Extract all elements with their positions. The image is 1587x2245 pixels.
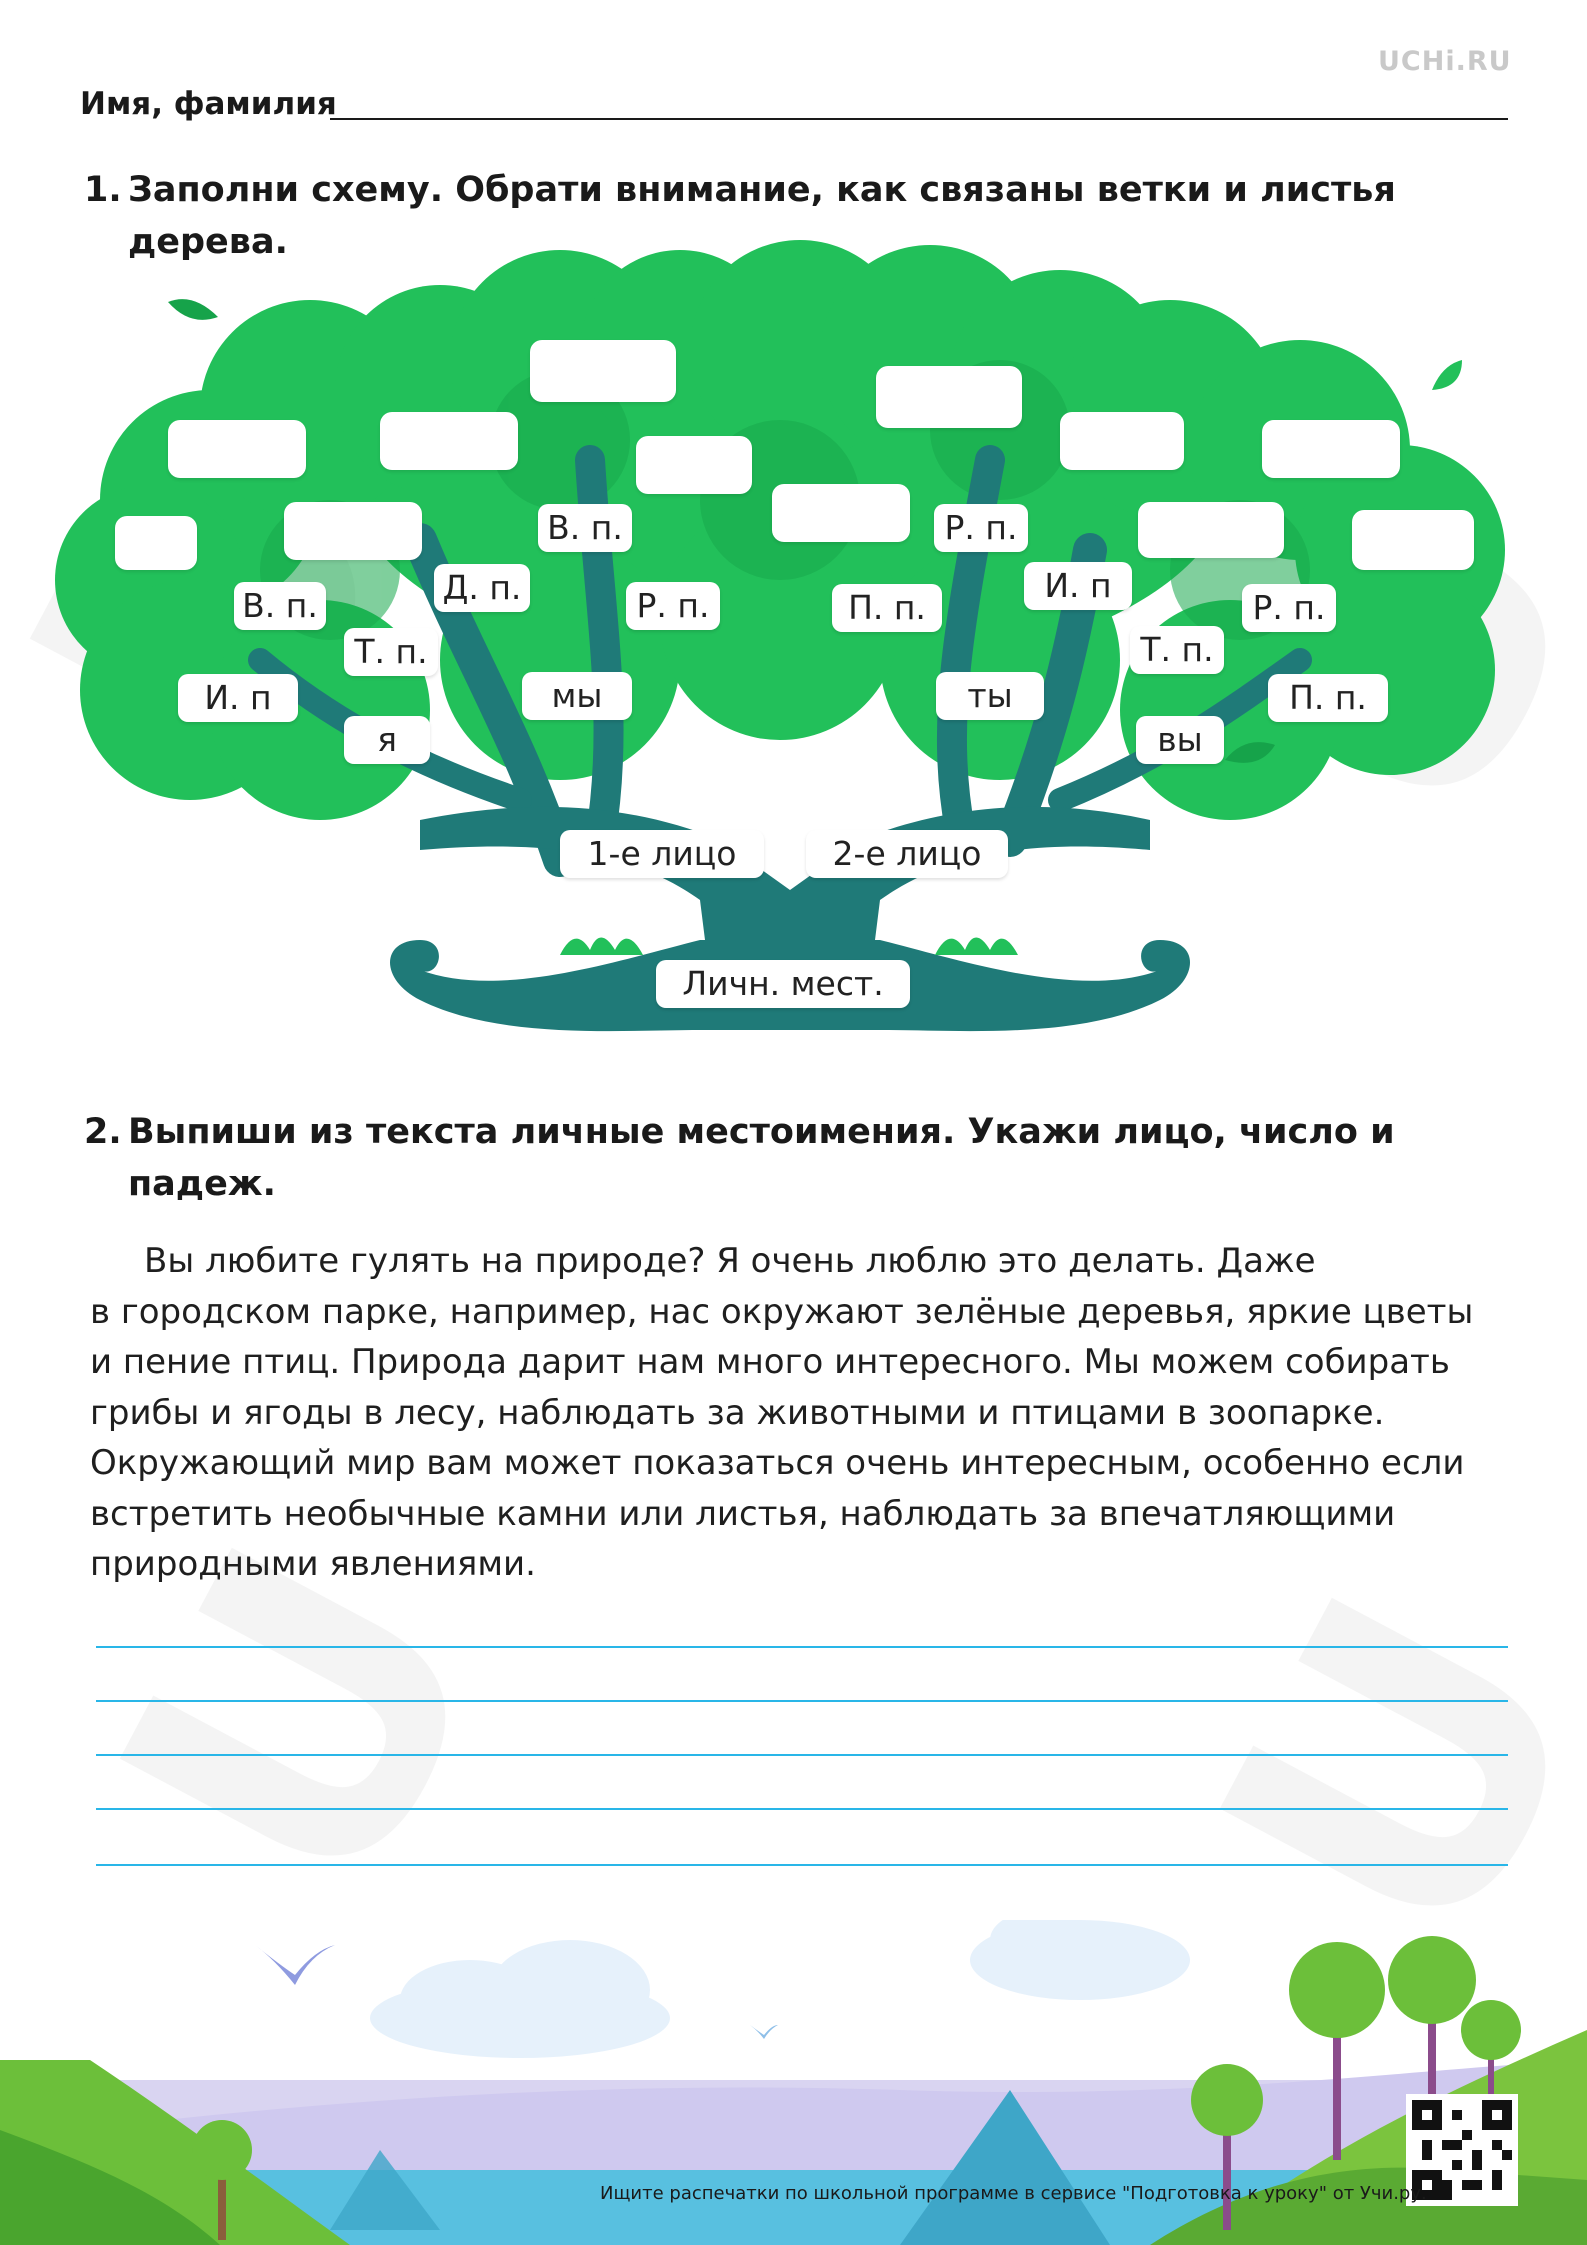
root-label: Личн. мест. bbox=[656, 960, 910, 1008]
answer-box[interactable] bbox=[772, 484, 910, 542]
task-number: 2. bbox=[84, 1112, 122, 1152]
case-label: Р. п. bbox=[1242, 584, 1336, 632]
pronoun-ya: я bbox=[344, 716, 430, 764]
answer-box[interactable] bbox=[1138, 502, 1284, 558]
case-label: Т. п. bbox=[344, 628, 438, 676]
answer-box[interactable] bbox=[1262, 420, 1400, 478]
case-label: И. п bbox=[1024, 562, 1132, 610]
passage-line: Окружающий мир вам может показаться очень интересным, особенно если bbox=[90, 1443, 1465, 1483]
case-label: И. п bbox=[178, 674, 298, 722]
task-text: Выпиши из текста личные местоимения. Укажи лицо, число и падеж. bbox=[128, 1112, 1395, 1204]
answer-box[interactable] bbox=[115, 516, 197, 570]
answer-line[interactable] bbox=[96, 1864, 1508, 1866]
brand-logo: UCHi.RU bbox=[1378, 46, 1512, 77]
answer-box[interactable] bbox=[1352, 510, 1474, 570]
answer-line[interactable] bbox=[96, 1808, 1508, 1810]
branch-first-person: 1-е лицо bbox=[560, 830, 764, 878]
answer-box[interactable] bbox=[380, 412, 518, 470]
answer-box[interactable] bbox=[284, 502, 422, 560]
passage-line: природными явлениями. bbox=[90, 1544, 536, 1584]
case-label: П. п. bbox=[1268, 674, 1388, 722]
case-label: Р. п. bbox=[626, 582, 720, 630]
passage-line: грибы и ягоды в лесу, наблюдать за животными и птицами в зоопарке. bbox=[90, 1392, 1385, 1433]
pronoun-vy: вы bbox=[1136, 716, 1224, 764]
answer-box[interactable] bbox=[530, 340, 676, 402]
answer-line[interactable] bbox=[96, 1646, 1508, 1648]
answer-box[interactable] bbox=[636, 436, 752, 494]
task-text: Заполни схему. Обрати внимание, как связаны ветки и листья дерева. bbox=[128, 170, 1396, 262]
case-label: П. п. bbox=[832, 584, 942, 632]
footer-text: Ищите распечатки по школьной программе в сервисе "Подготовка к уроку" от Учи.ру. bbox=[600, 2183, 1427, 2204]
case-label: В. п. bbox=[538, 504, 632, 552]
case-label: Т. п. bbox=[1130, 626, 1224, 674]
name-line[interactable] bbox=[330, 118, 1508, 120]
case-label: Р. п. bbox=[934, 504, 1028, 552]
answer-box[interactable] bbox=[1060, 412, 1184, 470]
passage-line: Вы любите гулять на природе? Я очень люблю это делать. Даже bbox=[90, 1241, 1316, 1281]
passage-line: и пение птиц. Природа дарит нам много интересного. Мы можем собирать bbox=[90, 1342, 1450, 1382]
task-2-heading bbox=[84, 1106, 1404, 1210]
answer-box[interactable] bbox=[168, 420, 306, 478]
pronoun-tree-diagram bbox=[0, 240, 1587, 1080]
case-label: Д. п. bbox=[434, 564, 530, 612]
passage-line: встретить необычные камни или листья, наблюдать за впечатляющими bbox=[90, 1493, 1396, 1534]
answer-line[interactable] bbox=[96, 1700, 1508, 1702]
pronoun-ty: ты bbox=[936, 672, 1044, 720]
qr-code-icon bbox=[1412, 2100, 1512, 2200]
task-number: 1. bbox=[84, 170, 122, 210]
answer-line[interactable] bbox=[96, 1754, 1508, 1756]
passage-line: в городском парке, например, нас окружают зелёные деревья, яркие цветы bbox=[90, 1291, 1474, 1332]
case-label: В. п. bbox=[234, 582, 326, 630]
name-label: Имя, фамилия bbox=[80, 86, 337, 122]
pronoun-my: мы bbox=[522, 672, 632, 720]
answer-box[interactable] bbox=[876, 366, 1022, 428]
branch-second-person: 2-е лицо bbox=[806, 830, 1008, 878]
reading-passage bbox=[90, 1236, 1510, 1590]
tree-illustration bbox=[0, 240, 1587, 1080]
name-field[interactable] bbox=[80, 82, 1508, 122]
